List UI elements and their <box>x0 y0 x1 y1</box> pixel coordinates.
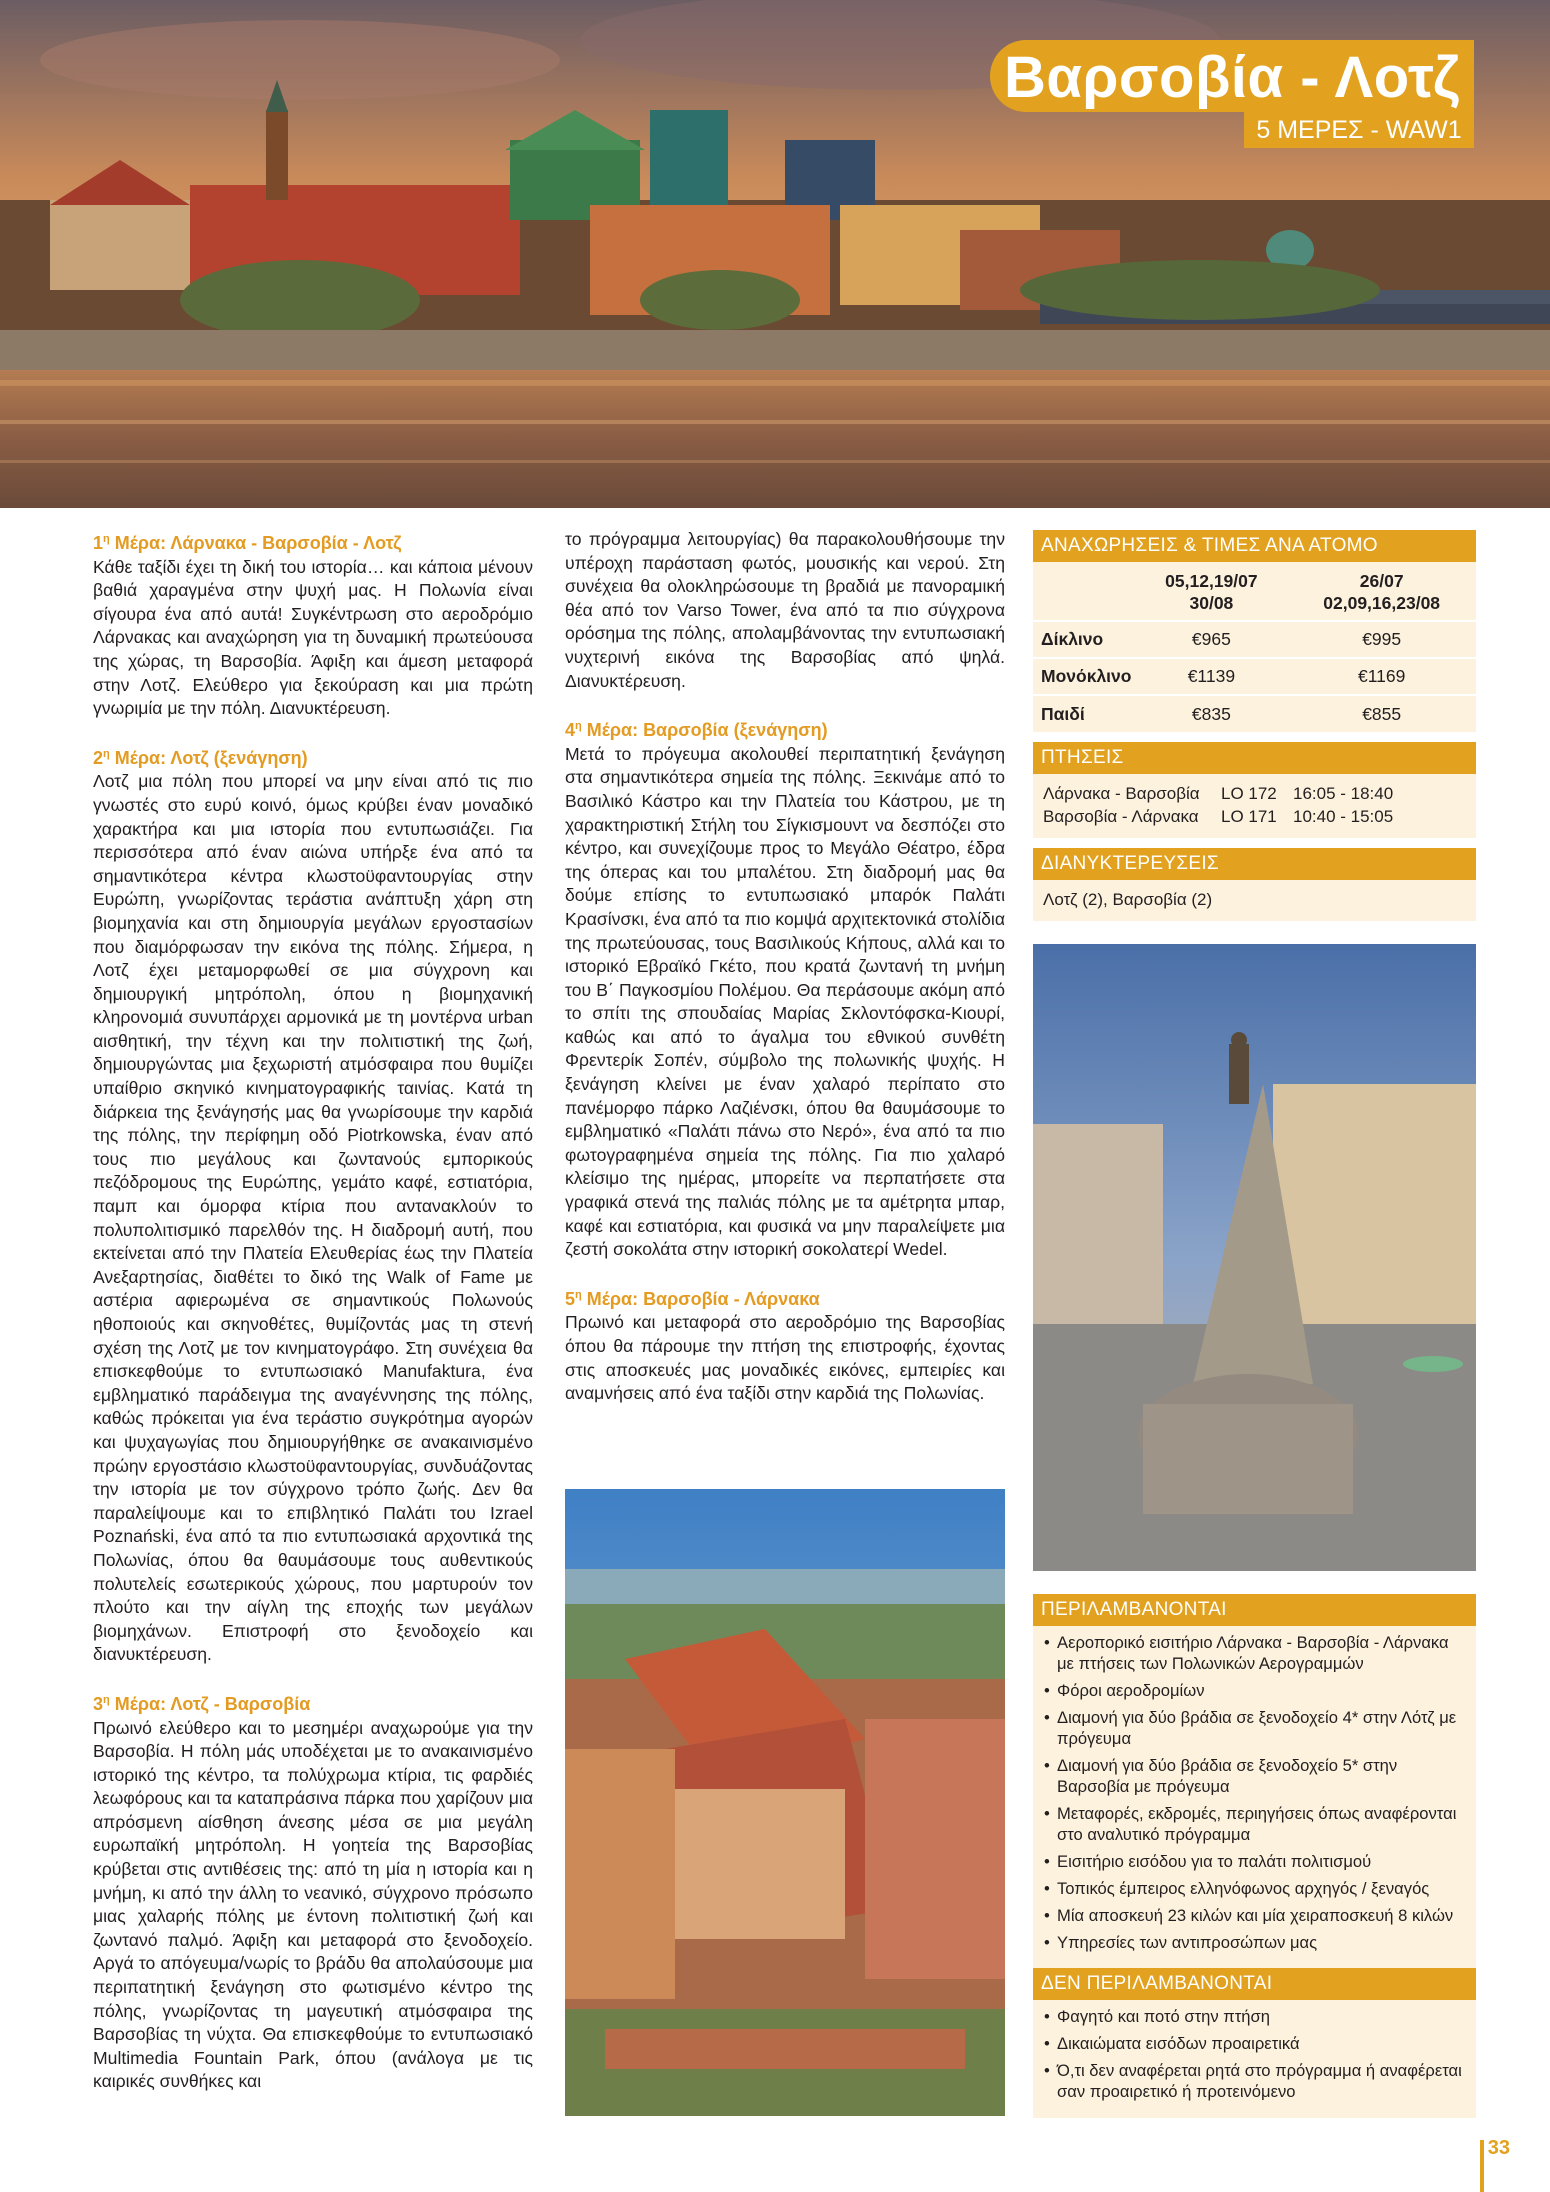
prices-heading: ΑΝΑΧΩΡΗΣΕΙΣ & ΤΙΜΕΣ ΑΝΑ ΑΤΟΜΟ <box>1033 530 1476 562</box>
included-heading: ΠΕΡΙΛΑΜΒΑΝΟΝΤΑΙ <box>1033 1594 1476 1626</box>
day-3-continued <box>565 528 1005 693</box>
itinerary-column-2 <box>565 528 1005 1428</box>
flight-row <box>1043 805 1466 828</box>
day-1 <box>93 528 533 721</box>
excluded-section <box>1033 1968 1476 2118</box>
day-3 <box>93 1689 533 2094</box>
itinerary-column-1 <box>93 528 533 2116</box>
flights-panel <box>1033 774 1476 838</box>
included-item: • Μεταφορές, εκδρομές, περιηγήσεις όπως αναφέρονται στο αναλυτικό πρόγραμμα <box>1043 1803 1466 1845</box>
price-cell: €1139 <box>1135 658 1287 695</box>
flights-heading: ΠΤΗΣΕΙΣ <box>1033 742 1476 774</box>
day-3-text-continued: το πρόγραμμα λειτουργίας) θα παρακολουθήσουμε την υπέροχη παράσταση φωτός, μουσικής και νερού. Στη συνέχεια θα ολοκληρώσουμε τη βραδιά με πανοραμική θέα από τον Varso Tower, ένα από τα πιο σύγχρονα ορόσημα της πόλης, απολαμβάνοντας την εντυπωσιακή νυχτερινή εικόνα της Βαρσοβίας από ψηλά. Διανυκτέρευση. <box>565 529 1005 691</box>
flight-row <box>1043 782 1466 805</box>
included-item: • Υπηρεσίες των αντιπροσώπων μας <box>1043 1932 1466 1953</box>
room-type-label: Δίκλινο <box>1033 621 1135 658</box>
page-number: 33 <box>1487 2137 1510 2159</box>
day-4-ordinal: η <box>575 720 582 733</box>
day-2-ordinal: η <box>103 747 110 760</box>
day-4 <box>565 715 1005 1262</box>
price-table-header-row <box>1033 562 1476 621</box>
departure-dates-col-1-line-1: 05,12,19/07 <box>1165 571 1258 591</box>
overnights-panel: Λοτζ (2), Βαρσοβία (2) <box>1033 880 1476 921</box>
page-title: Βαρσοβία - Λοτζ <box>1003 45 1461 110</box>
included-item: • Τοπικός έμπειρος ελληνόφωνος αρχηγός / ξεναγός <box>1043 1878 1466 1899</box>
flight-time: 10:40 - 15:05 <box>1293 807 1394 826</box>
room-type-label: Παιδί <box>1033 695 1135 732</box>
price-cell: €1169 <box>1287 658 1476 695</box>
price-cell: €995 <box>1287 621 1476 658</box>
departure-dates-col-1 <box>1135 562 1287 621</box>
price-cell: €965 <box>1135 621 1287 658</box>
day-3-ordinal: η <box>103 1693 110 1706</box>
prices-panel <box>1033 562 1476 732</box>
warsaw-old-town-aerial-photo <box>565 1489 1005 2116</box>
included-item: • Διαμονή για δύο βράδια σε ξενοδοχείο 5* στην Βαρσοβία με πρόγευμα <box>1043 1755 1466 1797</box>
day-5-ordinal: η <box>575 1288 582 1301</box>
excluded-heading: ΔΕΝ ΠΕΡΙΛΑΜΒΑΝΟΝΤΑΙ <box>1033 1968 1476 2000</box>
day-5-number: 5 <box>565 1288 576 1309</box>
day-4-number: 4 <box>565 720 576 741</box>
flight-code: LO 172 <box>1221 784 1277 803</box>
included-panel <box>1033 1626 1476 1969</box>
day-3-text: Πρωινό ελεύθερο και το μεσημέρι αναχωρούμε για την Βαρσοβία. Η πόλη μάς υποδέχεται με το ανακαινισμένο ιστορικό της κέντρο, τα πολύχρωμα κτίρια, τις φαρδιές λεωφόρους και τα καταπράσινα πάρκα που χαρίζουν μια απρόσμενη αίσθηση άνεσης μέσα σε μια μεγάλη ευρωπαϊκή μητρόπολη. Η γοητεία της Βαρσοβίας κρύβεται στις αντιθέσεις της: από τη μία η ιστορία και η μνήμη, κι από την άλλη το νεανικό, σύγχρονο πρόσωπο μιας χαλαρής πόλης με έντονη πολιτιστική ζωή και ζωντανό παλμό. Άφιξη και μεταφορά στο ξενοδοχείο. Αργά το απόγευμα/νωρίς το βράδυ θα απολαύσουμε μια περιπατητική ξενάγηση στο φωτισμένο κέντρο της πόλης, γνωρίζοντας τη μαγευτική ατμόσφαιρα της Βαρσοβίας τη νύχτα. Θα επισκεφθούμε το εντυπωσιακό Multimedia Fountain Park, όπου (ανάλογα με τις καιρικές συνθήκες και <box>93 1717 533 2092</box>
included-item: • Αεροπορικό εισιτήριο Λάρνακα - Βαρσοβία - Λάρνακα με πτήσεις των Πολωνικών Αερογραμμών <box>1043 1632 1466 1674</box>
flight-route: Λάρνακα - Βαρσοβία <box>1043 784 1200 803</box>
tour-duration-code: 5 ΜΕΡΕΣ - WAW1 <box>1244 112 1474 148</box>
day-4-text: Μετά το πρόγευμα ακολουθεί περιπατητική ξενάγηση στα σημαντικότερα σημεία της πόλης. Ξεκινάμε από το Βασιλικό Κάστρο και την Πλατεία του Κάστρου, με τη χαρακτηριστική Στήλη του Σίγκισμουντ να δεσπόζει στο κέντρο, και συνεχίζουμε προς το Μεγάλο Θέατρο, έδρα της όπερας και του μπαλέτου. Στη διαδρομή μας θα δούμε επίσης το εντυπωσιακό μπαρόκ Παλάτι Κρασίνσκι, ένα από τα πιο κομψά αρχιτεκτονικά στολίδια της πρωτεύουσας, τους Βασιλικούς Κήπους, αλλά και το ιστορικό Εβραϊκό Γκέτο, που κρατά ζωντανή τη μνήμη του Β΄ Παγκοσμίου Πολέμου. Θα περάσουμε ακόμη από το σπίτι της σπουδαίας Μαρίας Σκλοντόφσκα-Κιουρί, καθώς και από το άγαλμα του εθνικού συνθέτη Φρεντερίκ Σοπέν, σύμβολο της πολωνικής ψυχής. Η ξενάγηση κλείνει με έναν χαλαρό περίπατο στο πανέμορφο πάρκο Λαζιένσκι, όπου θα θαυμάσουμε το εμβληματικό «Παλάτι πάνω στο Νερό», ένα από τα πιο φωτογραφημένα σημεία της πόλης. Για πιο χαλαρό κλείσιμο της ημέρας, μπορείτε να περπατήσετε στα γραφικά στενά της παλιάς πόλης με τα αμέτρητα μπαρ, καφέ και εστιατόρια, και φυσικά να μην παραλείψετε μια ζεστή σοκολάτα στην ιστορική σοκολατερί Wedel. <box>565 743 1005 1260</box>
day-4-heading <box>565 715 1005 743</box>
day-5-title: Μέρα: Βαρσοβία - Λάρνακα <box>581 1288 820 1309</box>
page-number-divider <box>1480 2140 1484 2192</box>
price-cell: €855 <box>1287 695 1476 732</box>
day-4-title: Μέρα: Βαρσοβία (ξενάγηση) <box>581 720 828 741</box>
excluded-list <box>1043 2006 1466 2102</box>
included-item: • Φόροι αεροδρομίων <box>1043 1680 1466 1701</box>
flight-time: 16:05 - 18:40 <box>1293 784 1394 803</box>
departure-dates-col-2 <box>1287 562 1476 621</box>
excluded-item: • Φαγητό και ποτό στην πτήση <box>1043 2006 1466 2027</box>
day-5 <box>565 1284 1005 1406</box>
tour-info-sidebar <box>1033 530 1476 921</box>
day-2 <box>93 743 533 1667</box>
flight-route: Βαρσοβία - Λάρνακα <box>1043 807 1199 826</box>
flight-code: LO 171 <box>1221 807 1277 826</box>
day-3-title: Μέρα: Λοτζ - Βαρσοβία <box>109 1693 311 1714</box>
included-list <box>1043 1632 1466 1953</box>
price-table <box>1033 562 1476 732</box>
day-3-heading <box>93 1689 533 1717</box>
day-1-text: Κάθε ταξίδι έχει τη δική του ιστορία… και κάποια μένουν βαθιά χαραγμένα στην ψυχή μας. Η Πολωνία είναι σίγουρα ένα από αυτά! Συγκέντρωση στο αεροδρόμιο Λάρνακας και αναχώρηση για τη δυναμική πρωτεύουσα της χώρας, τη Βαρσοβία. Άφιξη και άμεση μεταφορά στην Λοτζ. Ελεύθερο για ξεκούραση και μια πρώτη γνωριμία με την πόλη. Διανυκτέρευση. <box>93 556 533 719</box>
included-item: • Διαμονή για δύο βράδια σε ξενοδοχείο 4* στην Λότζ με πρόγευμα <box>1043 1707 1466 1749</box>
overnights-heading: ΔΙΑΝΥΚΤΕΡΕΥΣΕΙΣ <box>1033 848 1476 880</box>
day-1-heading <box>93 528 533 556</box>
day-5-heading <box>565 1284 1005 1312</box>
departure-dates-col-1-line-2: 30/08 <box>1189 593 1234 613</box>
price-row <box>1033 621 1476 658</box>
price-table-corner <box>1033 562 1135 621</box>
excluded-item: • Δικαιώματα εισόδων προαιρετικά <box>1043 2033 1466 2054</box>
day-1-ordinal: η <box>103 533 110 545</box>
day-1-title: Μέρα: Λάρνακα - Βαρσοβία - Λοτζ <box>109 533 402 553</box>
departure-dates-col-2-line-1: 26/07 <box>1359 571 1404 591</box>
included-item: • Μία αποσκευή 23 κιλών και μία χειραποσκευή 8 κιλών <box>1043 1905 1466 1926</box>
day-5-text: Πρωινό και μεταφορά στο αεροδρόμιο της Βαρσοβίας όπου θα πάρουμε την πτήση της επιστροφής, έχοντας στις αποσκευές μας μοναδικές εικόνες, εμπειρίες και αναμνήσεις από ένα ταξίδι στην καρδιά της Πολωνίας. <box>565 1312 1005 1404</box>
day-2-title: Μέρα: Λοτζ (ξενάγηση) <box>109 747 308 768</box>
day-3-number: 3 <box>93 1693 104 1714</box>
departure-dates-col-2-line-2: 02,09,16,23/08 <box>1323 593 1441 613</box>
day-2-text: Λοτζ μια πόλη που μπορεί να μην είναι από τις πιο γνωστές στο ευρύ κοινό, όμως κρύβει έναν μοναδικό χαρακτήρα και μια ιστορία που εντυπωσιάζει. Για περισσότερα από έναν αιώνα υπήρξε ένα από τα σημαντικότερα κέντρα κλωστοϋφαντουργίας στην Ευρώπη, γνωρίζοντας τεράστια ανάπτυξη χάρη στη βιομηχανία και στη δημιουργία μεγάλων εργοστασίων που διαμόρφωσαν την εικόνα της πόλης. Σήμερα, η Λοτζ έχει μεταμορφωθεί σε μια σύγχρονη και δημιουργική μητρόπολη, όπου η βιομηχανική κληρονομιά συνυπάρχει αρμονικά με τη μοντέρνα urban αισθητική, την τέχνη και την πολιτιστική της ζωή, δημιουργώντας μια ξεχωριστή ατμόσφαιρα που θυμίζει υπαίθριο σκηνικό κινηματογραφικής ταινίας. Κατά τη διάρκεια της ξενάγησής μας θα γνωρίσουμε την καρδιά της πόλης, την περίφημη οδό Piotrkowska, έναν από τους πιο μεγάλους και ζωντανούς εμπορικούς πεζόδρομους της Ευρώπης, γεμάτο καφέ, εστιατόρια, παμπ και όμορφα κτίρια που αντανακλούν το πολυπολιτισμικό παρελθόν της. Η διαδρομή αυτή, που εκτείνεται από την Πλατεία Ελευθερίας έως την Πλατεία Ανεξαρτησίας, διαθέτει το δικό της Walk of Fame με αστέρια αφιερωμένα σε σημαντικούς Πολωνούς ηθοποιούς και σκηνοθέτες, θυμίζοντάς μας τη στενή σχέση της Λοτζ με τον κινηματογράφο. Στη συνέχεια θα επισκεφθούμε το εντυπωσιακό Manufaktura, ένα εμβληματικό παράδειγμα της αναγέννησης της πόλης, καθώς πρόκειται για ένα τεράστιο συγκρότημα αγορών και ψυχαγωγίας που δημιουργήθηκε σε ανακαινισμένο πρώην εργοστάσιο κλωστοϋφαντουργίας, συνδυάζοντας την ιστορία με τον σύγχρονο τρόπο ζωής. Δεν θα παραλείψουμε και το επιβλητικό Παλάτι του Izrael Poznański, ένα από τα πιο εντυπωσιακά αρχοντικά της Πολωνίας, όπου θα θαυμάσουμε τους αυθεντικούς πολυτελείς εσωτερικούς χώρους, που μαρτυρούν τον πλούτο και την αίγλη της εποχής των μεγάλων βιομηχάνων. Επιστροφή στο ξενοδοχείο και διανυκτέρευση. <box>93 771 533 1665</box>
included-section <box>1033 1594 1476 1969</box>
day-2-heading <box>93 743 533 771</box>
excluded-panel <box>1033 2000 1476 2118</box>
lodz-kosciuszko-monument-photo <box>1033 944 1476 1571</box>
excluded-item: • Ό,τι δεν αναφέρεται ρητά στο πρόγραμμα ή αναφέρεται σαν προαιρετικό ή προτεινόμενο <box>1043 2060 1466 2102</box>
day-1-number: 1 <box>93 533 104 553</box>
room-type-label: Μονόκλινο <box>1033 658 1135 695</box>
price-row <box>1033 658 1476 695</box>
price-row <box>1033 695 1476 732</box>
day-2-number: 2 <box>93 747 104 768</box>
price-cell: €835 <box>1135 695 1287 732</box>
title-banner <box>990 40 1474 112</box>
included-item: • Εισιτήριο εισόδου για το παλάτι πολιτισμού <box>1043 1851 1466 1872</box>
